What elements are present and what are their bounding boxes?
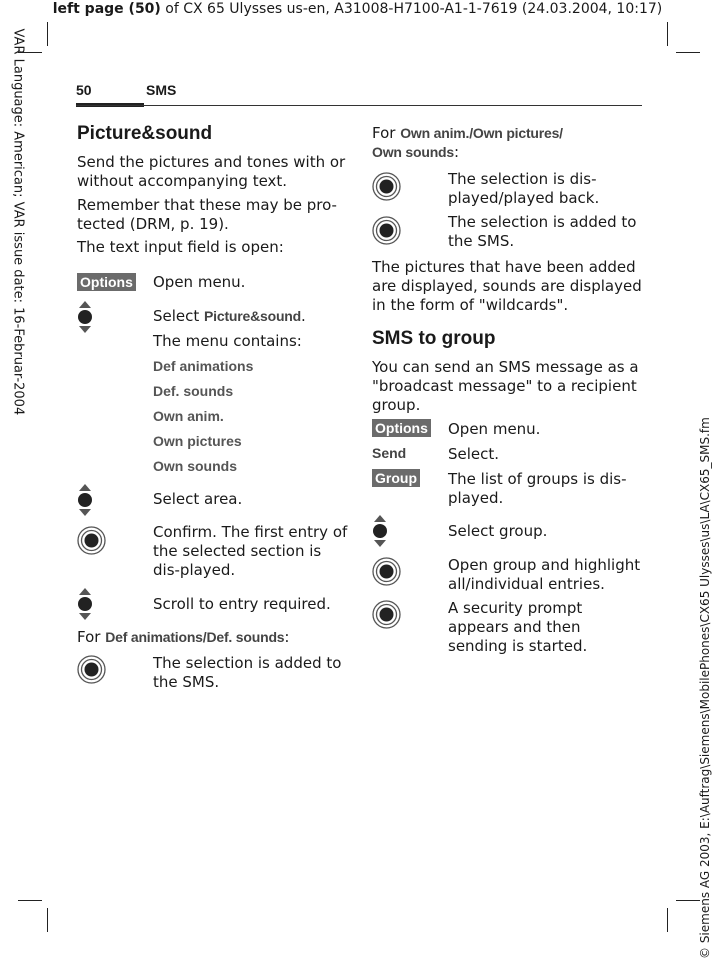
select-prefix: Select	[153, 307, 205, 325]
menu-item-own-pictures: Own pictures	[153, 433, 242, 449]
for-def-line	[77, 628, 289, 647]
crop-mark	[676, 52, 700, 53]
own-keywords-1: Own anim./Own pictures/	[400, 125, 563, 141]
crop-mark	[47, 22, 48, 46]
navigation-key-icon	[77, 484, 93, 516]
print-header	[0, 0, 715, 18]
crop-mark	[18, 900, 42, 901]
for-own-suffix: :	[454, 143, 460, 161]
print-header-page: left page (50)	[52, 1, 161, 17]
menu-contains-label: The menu contains:	[153, 332, 302, 350]
var-language-text: VAR Language: American; VAR issue date: 16-Februar-2004	[10, 28, 26, 416]
var-language-note	[0, 28, 26, 416]
intro-paragraph: Send the pictures and tones with or without accompanying text.	[77, 153, 346, 190]
menu-item-def-sounds: Def. sounds	[153, 383, 234, 399]
for-own-line	[372, 124, 632, 162]
input-field-paragraph: The text input field is open:	[77, 238, 284, 256]
options-description: Open menu.	[153, 273, 246, 291]
heading-picture-sound: Picture&sound	[77, 123, 213, 144]
select-picture-sound-line	[153, 307, 306, 326]
crop-mark	[667, 908, 668, 932]
crop-mark	[47, 908, 48, 932]
file-path-note	[696, 395, 714, 961]
for-suffix: :	[284, 628, 290, 646]
navigation-key-icon	[372, 515, 388, 547]
menu-item-def-animations: Def animations	[153, 358, 254, 374]
center-key-icon	[372, 172, 401, 201]
confirm-description: Confirm. The first entry of the selected section is dis-played.	[153, 523, 348, 579]
heading-sms-to-group: SMS to group	[372, 328, 496, 349]
broadcast-paragraph: You can send an SMS message as a "broadcast message" to a recipient group.	[372, 358, 639, 414]
for-own-prefix: For	[372, 124, 401, 142]
def-keywords: Def animations/Def. sounds	[105, 629, 285, 645]
center-key-icon	[372, 557, 401, 586]
page-number: 50	[76, 82, 92, 98]
wildcards-paragraph: The pictures that have been added are displayed, sounds are displayed in the form of "wildcards".	[372, 258, 642, 314]
file-path-text: © Siemens AG 2003, E:\Auftrag\Siemens\MobilePhones\CX65 Ulysses\us\LA\CX65_SMS.fm	[698, 417, 712, 959]
print-header-meta: of CX 65 Ulysses us-en, A31008-H7100-A1-1-7619 (24.03.2004, 10:17)	[160, 1, 663, 17]
security-prompt-description: A security prompt appears and then sending is started.	[448, 599, 588, 655]
scroll-entry-description: Scroll to entry required.	[153, 595, 331, 613]
send-softkey[interactable]: Send	[372, 445, 407, 461]
center-key-icon	[372, 600, 401, 629]
open-group-description: Open group and highlight all/individual entries.	[448, 556, 641, 593]
center-key-icon	[77, 526, 106, 555]
picture-sound-keyword: Picture&sound	[204, 308, 302, 324]
groups-list-description: The list of groups is dis-played.	[448, 470, 627, 507]
crop-mark	[667, 22, 668, 46]
section-title: SMS	[146, 82, 177, 98]
selection-added-sms-description: The selection is added to the SMS.	[448, 213, 637, 250]
select-group-description: Select group.	[448, 522, 548, 540]
open-menu-description: Open menu.	[448, 420, 541, 438]
select-area-description: Select area.	[153, 490, 243, 508]
selection-added-description: The selection is added to the SMS.	[153, 654, 342, 691]
selection-displayed-description: The selection is dis-played/played back.	[448, 170, 600, 207]
navigation-key-icon	[77, 301, 93, 333]
for-prefix: For	[77, 628, 106, 646]
center-key-icon	[77, 655, 106, 684]
menu-item-own-anim: Own anim.	[153, 408, 224, 424]
group-softkey[interactable]: Group	[372, 469, 420, 487]
select-suffix: .	[301, 307, 306, 325]
header-rule	[76, 105, 642, 106]
select-description: Select.	[448, 445, 500, 463]
options-softkey[interactable]: Options	[372, 419, 431, 437]
own-keywords-2: Own sounds	[372, 144, 455, 160]
options-softkey[interactable]: Options	[77, 273, 136, 291]
drm-paragraph: Remember that these may be pro-tected (DRM, p. 19).	[77, 196, 337, 233]
center-key-icon	[372, 216, 401, 245]
menu-item-own-sounds: Own sounds	[153, 458, 237, 474]
navigation-key-icon	[77, 588, 93, 620]
